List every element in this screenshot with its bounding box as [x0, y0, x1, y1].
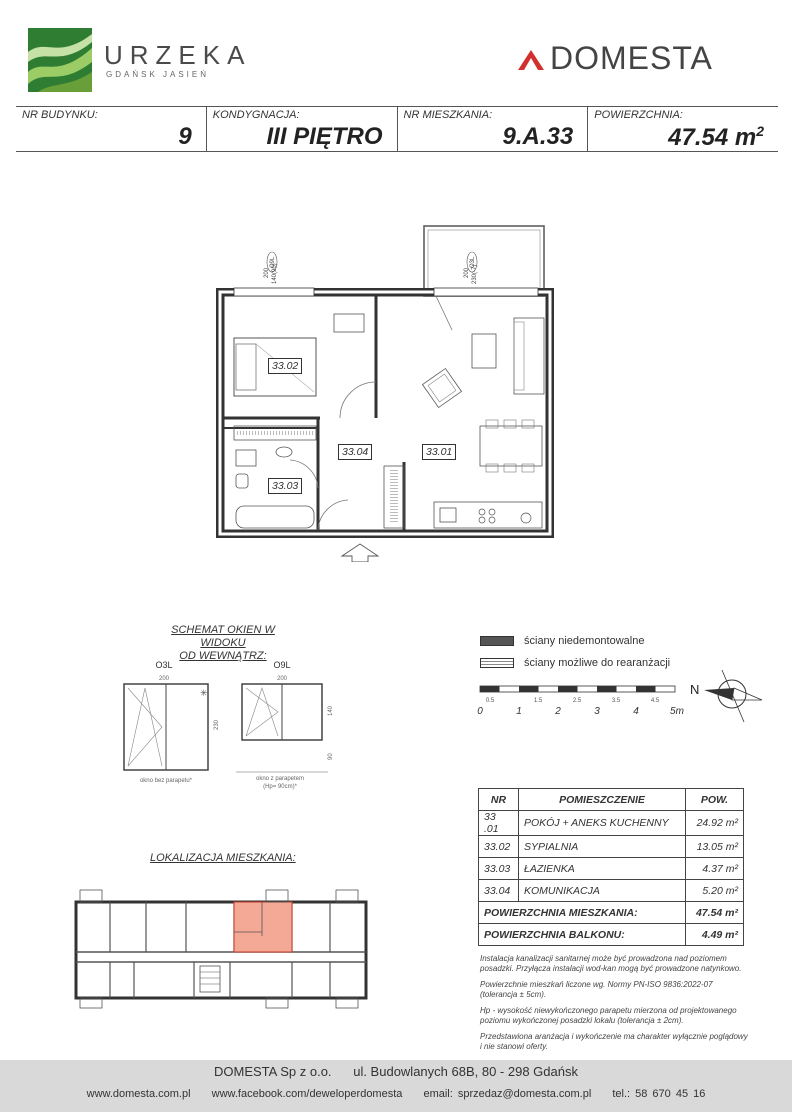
floor-value: III PIĘTRO	[266, 123, 383, 150]
footer-company-line	[0, 1064, 792, 1079]
total-area-row	[479, 902, 744, 924]
apartment-highlight	[234, 902, 292, 952]
room-tag-33-01: 33.01	[422, 444, 456, 460]
window-tag-left: O9L	[270, 256, 276, 268]
table-row	[479, 811, 744, 836]
footer-phone: tel.: 58 670 45 16	[612, 1088, 706, 1100]
footer-website-link[interactable]: www.domesta.com.pl	[86, 1088, 191, 1100]
area-cell	[588, 107, 778, 151]
compass-north-label: N	[690, 682, 700, 697]
balcony-label: POWIERZCHNIA BALKONU:	[479, 924, 686, 946]
footer-address: ul. Budowlanych 68B, 80 - 298 Gdańsk	[353, 1064, 578, 1079]
win1-note: okno bez parapetu*	[139, 778, 193, 784]
apartment-label: NR MIESZKANIA:	[403, 109, 493, 121]
apartment-cell	[398, 107, 589, 151]
balcony-value: 4.49 m²	[686, 924, 744, 946]
row-area: 13.05 m²	[686, 836, 744, 858]
row-area: 4.37 m²	[686, 858, 744, 880]
window-tag-right: O3L	[470, 256, 476, 268]
footer	[0, 1060, 792, 1112]
legend-movable-walls	[480, 652, 670, 674]
row-nr: 33.03	[479, 858, 519, 880]
total-label: POWIERZCHNIA MIESZKANIA:	[479, 902, 686, 924]
room-tag-33-04: 33.04	[338, 444, 372, 460]
win2-height: 140	[328, 705, 334, 716]
dim-right-height: 230(-7)	[472, 264, 478, 284]
scale-major-1: 1	[516, 706, 522, 717]
dim-left-height: 140(90)	[272, 263, 278, 284]
note-4: Przedstawiona aranżacja i wykończenie ma charakter wyłącznie poglądowy i nie stanowi oferty.	[480, 1032, 748, 1051]
scale-bar	[470, 680, 690, 725]
row-area: 24.92 m²	[686, 811, 744, 836]
scale-major-0: 0	[477, 706, 483, 717]
legend-fixed-text: ściany niedemontowalne	[524, 635, 645, 647]
apartment-value: 9.A.33	[502, 123, 574, 150]
row-nr: 33 .01	[479, 811, 519, 836]
legend-movable-text: ściany możliwe do rearanżacji	[524, 657, 671, 669]
win1-height: 230	[214, 719, 220, 730]
legend	[480, 630, 670, 674]
footer-facebook-link[interactable]: www.facebook.com/deweloperdomesta	[211, 1088, 403, 1100]
win1-name: O3L	[155, 660, 173, 670]
schemat-title-line1: SCHEMAT OKIEN W WIDOKU	[171, 624, 275, 649]
brand-name: URZEKA	[104, 40, 252, 70]
scale-minor-0: 0.5	[485, 698, 495, 704]
footer-email-link[interactable]: email: sprzedaz@domesta.com.pl	[423, 1088, 592, 1100]
scale-major-5: 5m	[670, 706, 684, 717]
scale-major-3: 3	[594, 706, 600, 717]
developer-name: DOMESTA	[550, 40, 713, 76]
floor-label: KONDYGNACJA:	[212, 109, 300, 121]
floor-plan	[210, 222, 570, 567]
fixed-wall-swatch	[480, 636, 514, 646]
header-room: POMIESZCZENIE	[519, 789, 686, 811]
row-nr: 33.04	[479, 880, 519, 902]
dim-left-200: 200	[264, 267, 270, 278]
floor-cell	[207, 107, 398, 151]
header	[0, 0, 792, 105]
win2-sill: 90	[328, 753, 334, 760]
location-title: LOKALIZACJA MIESZKANIA:	[150, 852, 296, 864]
window-schema	[110, 656, 350, 801]
scale-minor-1: 1.5	[533, 698, 543, 704]
footer-contact-line	[0, 1088, 792, 1100]
win2-name: O9L	[273, 660, 291, 670]
movable-wall-swatch	[480, 658, 514, 668]
table-row	[479, 836, 744, 858]
room-tag-33-02: 33.02	[268, 358, 302, 374]
location-plan-drawing	[70, 886, 376, 1016]
urzeka-logo-icon	[28, 28, 92, 92]
compass	[690, 668, 780, 733]
win2-width: 200	[276, 676, 288, 682]
win2-note2: (Hp= 90cm)*	[263, 784, 297, 790]
row-name: SYPIALNIA	[519, 836, 686, 858]
row-area: 5.20 m²	[686, 880, 744, 902]
total-value: 47.54 m²	[686, 902, 744, 924]
dim-right-200: 200	[464, 267, 470, 278]
row-nr: 33.02	[479, 836, 519, 858]
area-sup: 2	[756, 123, 764, 139]
scale-major-2: 2	[555, 706, 561, 717]
scale-minor-2: 2.5	[572, 698, 582, 704]
compass-icon	[690, 668, 780, 728]
table-header-row	[479, 789, 744, 811]
footer-company: DOMESTA Sp z o.o.	[214, 1064, 332, 1079]
row-name: ŁAZIENKA	[519, 858, 686, 880]
building-cell	[16, 107, 207, 151]
area-label: POWIERZCHNIA:	[594, 109, 683, 121]
schemat-title-line2: OD WEWNĄTRZ:	[179, 650, 267, 662]
header-nr: NR	[479, 789, 519, 811]
window-schema-drawing	[110, 656, 350, 796]
win2-note1: okno z parapetem	[255, 776, 305, 782]
location-plan	[70, 886, 376, 1021]
rooms-table	[478, 788, 744, 946]
area-number: 47.54 m	[668, 124, 757, 151]
scale-minor-4: 4.5	[650, 698, 660, 704]
fixed-pane-icon: ✳	[200, 688, 208, 698]
room-tag-33-03: 33.03	[268, 478, 302, 494]
legend-fixed-walls	[480, 630, 670, 652]
table-row	[479, 858, 744, 880]
scale-bar-drawing	[470, 680, 690, 720]
notes	[480, 954, 750, 1058]
domesta-logo-icon	[518, 44, 544, 70]
building-label: NR BUDYNKU:	[22, 109, 98, 121]
info-bar	[16, 106, 778, 152]
scale-minor-3: 3.5	[611, 698, 621, 704]
scale-major-4: 4	[633, 706, 639, 717]
brand-subtitle: GDAŃSK JASIEŃ	[106, 70, 210, 79]
building-value: 9	[178, 123, 192, 150]
header-area: POW.	[686, 789, 744, 811]
area-value	[668, 123, 764, 152]
balcony-area-row	[479, 924, 744, 946]
floor-plan-drawing	[210, 222, 570, 562]
table-row	[479, 880, 744, 902]
row-name: POKÓJ + ANEKS KUCHENNY	[519, 811, 686, 836]
win1-width: 200	[158, 676, 170, 682]
note-3: Hp - wysokość niewykończonego parapetu mierzona od projektowanego poziomu wykończonej posadzki lokalu (tolerancja ± 2cm).	[480, 1006, 737, 1025]
note-1: Instalacja kanalizacji sanitarnej może być prowadzona nad poziomem posadzki. Przyłącza instalacji wod-kan mogą być prowadzone natynkowo.	[480, 954, 742, 973]
note-2: Powierzchnie mieszkań liczone wg. Normy PN-ISO 9836:2022-07 (tolerancja ± 5cm).	[480, 980, 713, 999]
row-name: KOMUNIKACJA	[519, 880, 686, 902]
